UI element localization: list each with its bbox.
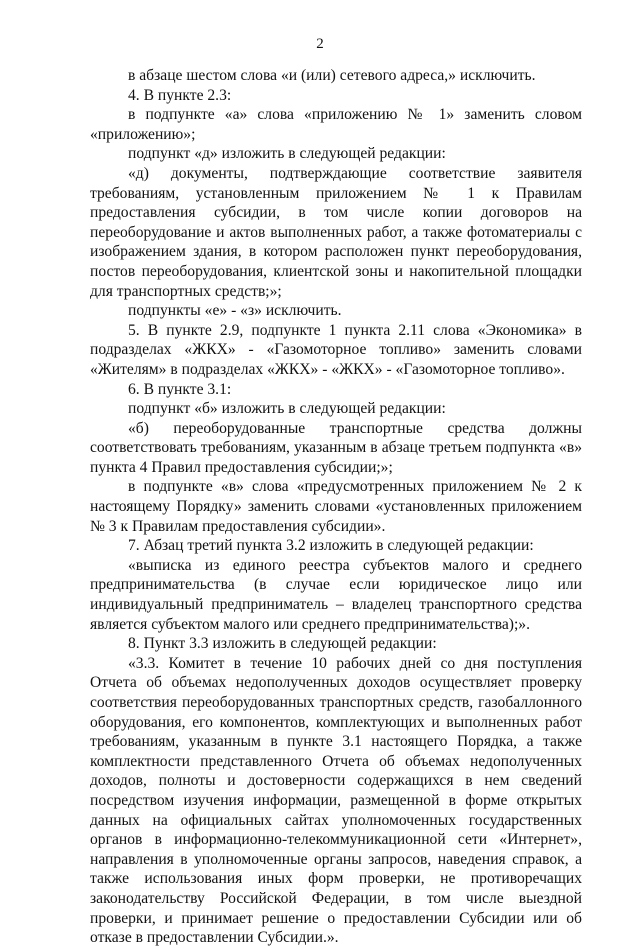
paragraph: подпункт «д» изложить в следующей редакции: [128,145,446,163]
paragraph-quote: «д) документы, подтверждающие соответствие заявителя требованиям, установленным приложением № 1 к Правилам предоставления субсидии, в том числе копии договоров на переоборудование и актов выполненных работ, а также фотоматериалы с изображением здания, в котором расположен пункт переоборудования, постов переоборудования, клиентской зоны и накопительной площадки для транспортных средств;»; [90,164,582,300]
paragraph: подпункт «б» изложить в следующей редакции: [128,400,446,418]
paragraph-item-5: 5. В пункте 2.9, подпункте 1 пункта 2.11 слова «Экономика» в подразделах «ЖКХ» - «Газомоторное топливо» заменить словами «Жителям» в подразделах «ЖКХ» - «ЖКХ» - «Газомоторное топливо». [90,321,582,378]
paragraph-quote: «3.3. Комитет в течение 10 рабочих дней со дня поступления Отчета об объемах недополученных доходов осуществляет проверку соответствия переоборудованных транспортных средств, газобаллонного оборудования, его компонентов, комплектующих и выполненных работ требованиям, указанным в пункте 3.1 настоящего Порядка, а также комплектности представленного Отчета об объемах недополученных доходов, полноты и достоверности содержащихся в нем сведений посредством изучения информации, размещенной в форме открытых данных на официальных сайтах уполномоченных государственных органов в информационно-телекоммуникационной сети «Интернет», направления в уполномоченные органы запросов, наведения справок, а также использования иных форм проверки, не противоречащих законодательству Российской Федерации, в том числе выездной проверки, и принимает решение о предоставлении Субсидии или об отказе в предоставлении Субсидии.». [90,654,582,947]
page-number: 2 [316,36,324,52]
paragraph-item-8: 8. Пункт 3.3 изложить в следующей редакции: [128,635,437,653]
paragraph-item-6: 6. В пункте 3.1: [128,380,232,398]
paragraph-quote: «б) переоборудованные транспортные средства должны соответствовать требованиям, указанным в абзаце третьем подпункта «в» пункта 4 Правил предоставления субсидии;»; [90,419,582,476]
document-body [90,66,582,948]
paragraph: в подпункте «а» слова «приложению № 1» заменить словом «приложению»; [90,106,582,143]
paragraph: в подпункте «в» слова «предусмотренных приложением № 2 к настоящему Порядку» заменить словами «установленных приложением № 3 к Правилам предоставления субсидии». [90,478,582,535]
paragraph: в абзаце шестом слова «и (или) сетевого адреса,» исключить. [128,67,536,84]
paragraph-item-7: 7. Абзац третий пункта 3.2 изложить в следующей редакции: [128,537,534,555]
paragraph: подпункты «е» - «з» исключить. [128,302,342,320]
paragraph-item-4: 4. В пункте 2.3: [128,86,232,104]
paragraph-quote: «выписка из единого реестра субъектов малого и среднего предпринимательства (в случае если юридическое лицо или индивидуальный предприниматель – владелец транспортного средства является субъектом малого или среднего предпринимательства);». [90,556,582,633]
